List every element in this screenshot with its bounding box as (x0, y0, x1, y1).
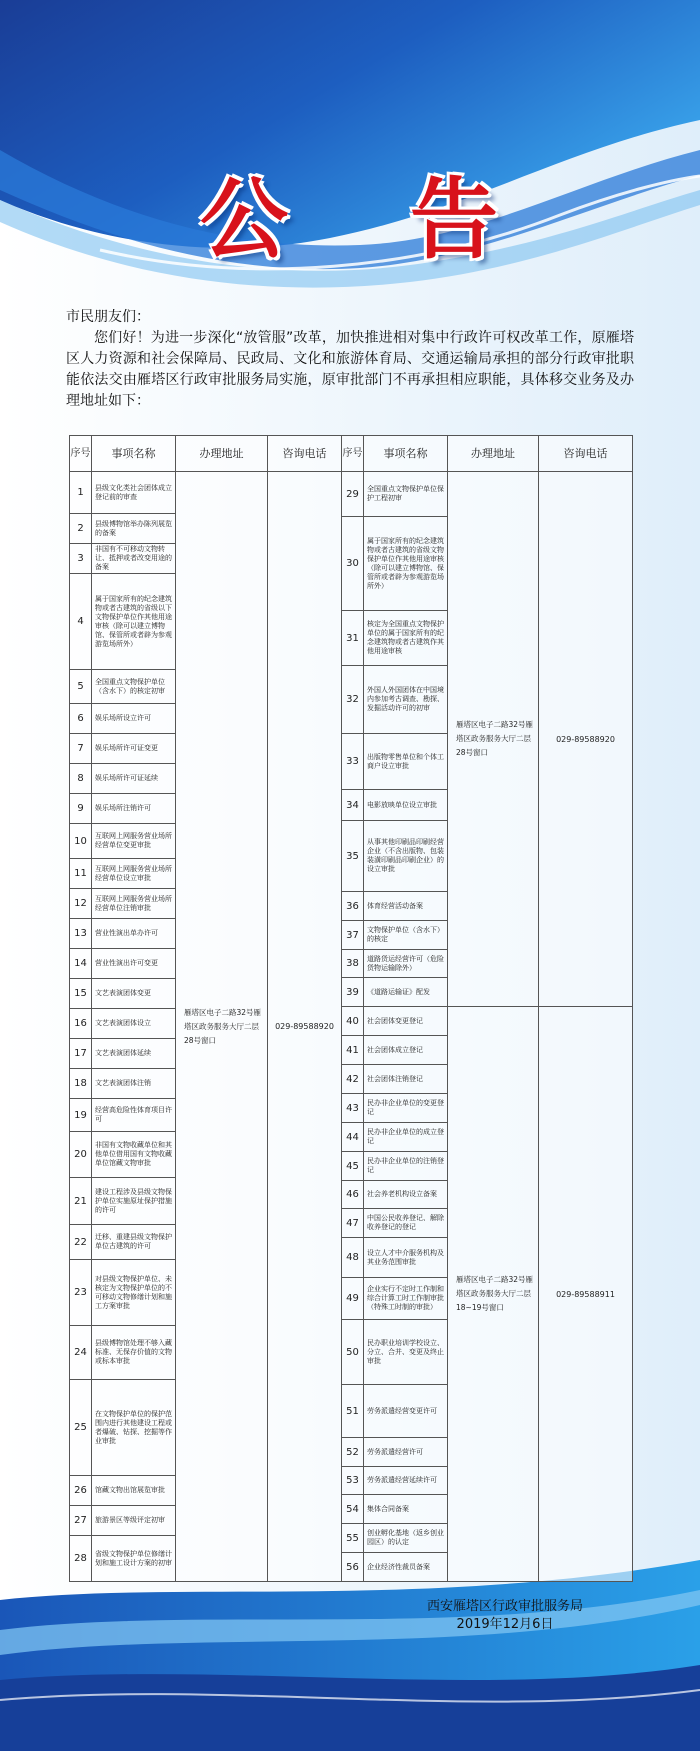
item-seq: 51 (342, 1385, 364, 1438)
item-seq: 35 (342, 821, 364, 892)
item-name: 企业实行不定时工作制和综合计算工时工作制审批（特殊工时制的审批） (364, 1278, 448, 1320)
item-name: 企业经济性裁员备案 (364, 1553, 448, 1582)
item-name: 文艺表演团体设立 (92, 1009, 176, 1039)
header-item-name-left: 事项名称 (92, 436, 176, 472)
notice-title (0, 150, 700, 271)
item-name: 全国重点文物保护单位（含水下）的核定初审 (92, 670, 176, 704)
header-phone-left: 咨询电话 (268, 436, 342, 472)
item-seq: 54 (342, 1495, 364, 1524)
issuing-organization: 西安雁塔区行政审批服务局 (426, 1599, 583, 1614)
item-name: 旅游景区等级评定初审 (92, 1506, 176, 1536)
item-name: 娱乐场所许可证变更 (92, 734, 176, 764)
service-address: 雁塔区电子二路32号雁塔区政务服务大厅二层28号窗口 (448, 472, 539, 1007)
item-name: 属于国家所有的纪念建筑物或者古建筑的省级文物保护单位作其他用途审核（除可以建立博物馆、保管所或者辟为参观游览场所外） (364, 517, 448, 611)
item-name: 馆藏文物出馆展览审批 (92, 1476, 176, 1506)
item-seq: 25 (70, 1380, 92, 1476)
item-name: 建设工程涉及县级文物保护单位实施原址保护措施的许可 (92, 1178, 176, 1225)
item-name: 集体合同备案 (364, 1495, 448, 1524)
item-seq: 18 (70, 1069, 92, 1099)
item-seq: 12 (70, 889, 92, 919)
item-seq: 49 (342, 1278, 364, 1320)
item-seq: 4 (70, 574, 92, 670)
item-seq: 31 (342, 611, 364, 666)
item-seq: 22 (70, 1225, 92, 1260)
item-name: 民办非企业单位的注销登记 (364, 1152, 448, 1181)
item-seq: 13 (70, 919, 92, 949)
item-seq: 46 (342, 1181, 364, 1209)
item-seq: 23 (70, 1260, 92, 1326)
item-seq: 30 (342, 517, 364, 611)
item-seq: 55 (342, 1524, 364, 1553)
item-seq: 15 (70, 979, 92, 1009)
item-name: 外国人外国团体在中国境内参加考古调查、勘探、发掘活动许可的初审 (364, 666, 448, 734)
item-name: 劳务派遣经营延续许可 (364, 1467, 448, 1495)
item-name: 属于国家所有的纪念建筑物或者古建筑的省级以下文物保护单位作其他用途审核（除可以建立博物馆、保管所或者辟为参观游览场所外） (92, 574, 176, 670)
header-item-name-right: 事项名称 (364, 436, 448, 472)
item-seq: 52 (342, 1438, 364, 1467)
header-address-right: 办理地址 (448, 436, 539, 472)
header-address-left: 办理地址 (176, 436, 268, 472)
service-address: 雁塔区电子二路32号雁塔区政务服务大厅二层28号窗口 (176, 472, 268, 1582)
item-seq: 2 (70, 514, 92, 544)
item-seq: 11 (70, 859, 92, 889)
item-name: 社会养老机构设立备案 (364, 1181, 448, 1209)
item-seq: 34 (342, 790, 364, 821)
item-seq: 14 (70, 949, 92, 979)
item-name: 营业性演出许可变更 (92, 949, 176, 979)
item-name: 县级文化类社会团体成立登记前的审查 (92, 472, 176, 514)
item-name: 民办非企业单位的变更登记 (364, 1094, 448, 1123)
item-name: 道路货运经营许可（危险货物运输除外） (364, 950, 448, 978)
item-seq: 5 (70, 670, 92, 704)
intro-section (66, 307, 634, 412)
title-char-2: 告 (410, 167, 499, 271)
item-seq: 38 (342, 950, 364, 978)
item-name: 非国有文物收藏单位和其他单位借用国有文物收藏单位馆藏文物审批 (92, 1132, 176, 1178)
item-seq: 45 (342, 1152, 364, 1181)
item-name: 对县级文物保护单位、未核定为文物保护单位的不可移动文物修缮计划和施工方案审批 (92, 1260, 176, 1326)
item-seq: 47 (342, 1209, 364, 1238)
table-row (70, 472, 633, 514)
item-name: 电影放映单位设立审批 (364, 790, 448, 821)
item-seq: 16 (70, 1009, 92, 1039)
item-seq: 53 (342, 1467, 364, 1495)
item-name: 在文物保护单位的保护范围内进行其他建设工程或者爆破、钻探、挖掘等作业审批 (92, 1380, 176, 1476)
item-seq: 32 (342, 666, 364, 734)
item-name: 中国公民收养登记、解除收养登记的登记 (364, 1209, 448, 1238)
item-name: 互联网上网服务营业场所经营单位变更审批 (92, 824, 176, 859)
item-name: 核定为全国重点文物保护单位的属于国家所有的纪念建筑物或者古建筑作其他用途审核 (364, 611, 448, 666)
item-name: 互联网上网服务营业场所经营单位设立审批 (92, 859, 176, 889)
item-seq: 6 (70, 704, 92, 734)
item-name: 设立人才中介服务机构及其业务范围审批 (364, 1238, 448, 1278)
item-name: 县级博物馆处理不够入藏标准、无保存价值的文物或标本审批 (92, 1326, 176, 1380)
title-char-1: 公 (200, 167, 289, 271)
item-seq: 29 (342, 472, 364, 517)
item-seq: 28 (70, 1536, 92, 1582)
item-name: 迁移、重建县级文物保护单位古建筑的许可 (92, 1225, 176, 1260)
item-seq: 39 (342, 978, 364, 1007)
item-seq: 44 (342, 1123, 364, 1152)
item-seq: 50 (342, 1320, 364, 1385)
transfer-table-wrapper (69, 435, 632, 1581)
item-name: 娱乐场所许可证延续 (92, 764, 176, 794)
item-seq: 7 (70, 734, 92, 764)
item-name: 文艺表演团体注销 (92, 1069, 176, 1099)
item-seq: 42 (342, 1065, 364, 1094)
item-name: 非国有不可移动文物转让、抵押或者改变用途的备案 (92, 544, 176, 574)
item-seq: 19 (70, 1099, 92, 1132)
item-seq: 33 (342, 734, 364, 790)
item-seq: 41 (342, 1036, 364, 1065)
item-name: 全国重点文物保护单位保护工程初审 (364, 472, 448, 517)
item-seq: 36 (342, 892, 364, 921)
item-name: 《道路运输证》配发 (364, 978, 448, 1007)
table-header-row (70, 436, 633, 472)
item-seq: 48 (342, 1238, 364, 1278)
item-seq: 24 (70, 1326, 92, 1380)
consult-phone: 029-89588920 (539, 472, 633, 1007)
item-name: 文艺表演团体延续 (92, 1039, 176, 1069)
service-address: 雁塔区电子二路32号雁塔区政务服务大厅二层18~19号窗口 (448, 1007, 539, 1582)
issue-date: 2019年12月6日 (456, 1617, 554, 1632)
item-name: 娱乐场所设立许可 (92, 704, 176, 734)
item-seq: 8 (70, 764, 92, 794)
item-name: 劳务派遣经营变更许可 (364, 1385, 448, 1438)
header-phone-right: 咨询电话 (539, 436, 633, 472)
item-name: 社会团体成立登记 (364, 1036, 448, 1065)
item-name: 文艺表演团体变更 (92, 979, 176, 1009)
item-seq: 43 (342, 1094, 364, 1123)
item-seq: 37 (342, 921, 364, 950)
item-name: 娱乐场所注销许可 (92, 794, 176, 824)
item-name: 从事其他印刷品印刷经营企业（不含出版物、包装装潢印刷品印刷企业）的设立审批 (364, 821, 448, 892)
item-name: 县级博物馆举办陈列展览的备案 (92, 514, 176, 544)
item-name: 营业性演出单办许可 (92, 919, 176, 949)
item-seq: 56 (342, 1553, 364, 1582)
item-name: 省级文物保护单位修缮计划和施工设计方案的初审 (92, 1536, 176, 1582)
item-name: 社会团体变更登记 (364, 1007, 448, 1036)
consult-phone: 029-89588911 (539, 1007, 633, 1582)
item-name: 经营高危险性体育项目许可 (92, 1099, 176, 1132)
item-seq: 17 (70, 1039, 92, 1069)
header-seq-left: 序号 (70, 436, 92, 472)
intro-body: 您们好！为进一步深化“放管服”改革，加快推进相对集中行政许可权改革工作，原雁塔区人力资源和社会保障局、民政局、文化和旅游体育局、交通运输局承担的部分行政审批职能依法交由雁塔区行政审批服务局实施，原审批部门不再承担相应职能，具体移交业务及办理地址如下： (66, 330, 634, 409)
item-seq: 10 (70, 824, 92, 859)
item-name: 文物保护单位（含水下）的核定 (364, 921, 448, 950)
item-name: 出版物零售单位和个体工商户设立审批 (364, 734, 448, 790)
item-seq: 27 (70, 1506, 92, 1536)
item-name: 创业孵化基地（返乡创业园区）的认定 (364, 1524, 448, 1553)
consult-phone: 029-89588920 (268, 472, 342, 1582)
item-seq: 9 (70, 794, 92, 824)
item-seq: 21 (70, 1178, 92, 1225)
item-name: 民办职业培训学校设立、分立、合并、变更及终止审批 (364, 1320, 448, 1385)
notice-footer (380, 1598, 630, 1634)
item-seq: 3 (70, 544, 92, 574)
transfer-table (69, 435, 633, 1582)
item-seq: 26 (70, 1476, 92, 1506)
greeting: 市民朋友们： (66, 309, 150, 325)
item-name: 互联网上网服务营业场所经营单位注销审批 (92, 889, 176, 919)
item-name: 社会团体注销登记 (364, 1065, 448, 1094)
item-name: 体育经营活动备案 (364, 892, 448, 921)
item-seq: 1 (70, 472, 92, 514)
item-seq: 20 (70, 1132, 92, 1178)
item-name: 民办非企业单位的成立登记 (364, 1123, 448, 1152)
header-seq-right: 序号 (342, 436, 364, 472)
item-seq: 40 (342, 1007, 364, 1036)
item-name: 劳务派遣经营许可 (364, 1438, 448, 1467)
